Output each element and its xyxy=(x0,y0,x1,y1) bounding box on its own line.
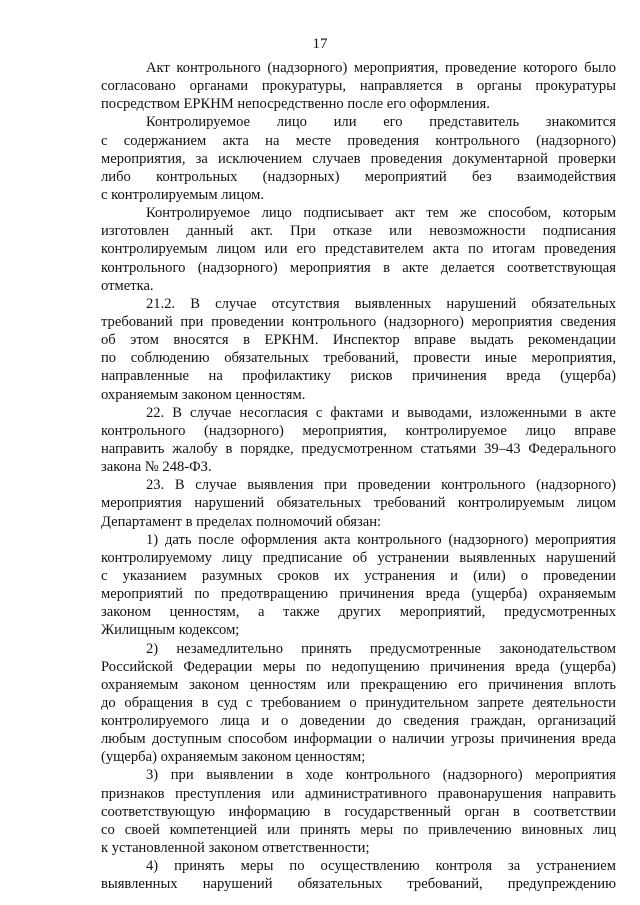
text-line: Департамент в пределах полномочий обязан: xyxy=(101,513,382,530)
text-line: (ущерба) охраняемым законом ценностям; xyxy=(101,749,366,766)
paragraph-p7 xyxy=(101,531,616,640)
text-line: Жилищным кодексом; xyxy=(101,622,240,639)
text-line: с контролируемым лицом. xyxy=(101,186,265,203)
text-line: 2) незамедлительно принять предусмотренные законодательством xyxy=(146,640,616,657)
text-line: с указанием разумных сроков их устранения и (или) о проведении xyxy=(101,567,616,584)
paragraph-p1 xyxy=(101,59,616,113)
text-line: контрольного (надзорного) мероприятия, контролируемое лицо вправе xyxy=(101,422,616,439)
text-line: 23. В случае выявления при проведении контрольного (надзорного) xyxy=(146,477,616,494)
page-number: 17 xyxy=(312,36,328,52)
text-line: посредством ЕРКНМ непосредственно после его оформления. xyxy=(101,96,490,113)
text-line: выявленных нарушений обязательных требований, предупреждению xyxy=(101,876,616,893)
text-line: 22. В случае несогласия с фактами и выводами, изложенными в акте xyxy=(146,404,616,421)
text-line: охраняемым законом ценностям. xyxy=(101,386,306,403)
text-line: закона № 248-ФЗ. xyxy=(101,459,212,476)
text-line: 1) дать после оформления акта контрольного (надзорного) мероприятия xyxy=(146,531,616,548)
text-line: 21.2. В случае отсутствия выявленных нарушений обязательных xyxy=(146,295,616,312)
text-line: отметка. xyxy=(101,277,154,294)
text-line: 3) при выявлении в ходе контрольного (надзорного) мероприятия xyxy=(146,767,616,784)
text-line: Контролируемое лицо или его представитель знакомится xyxy=(146,114,616,131)
text-line: контролируемому лицу предписание об устранении выявленных нарушений xyxy=(101,549,616,566)
text-line: законом ценностям, а также других мероприятий, предусмотренных xyxy=(101,604,616,621)
text-line: согласовано органами прокуратуры, направляется в органы прокуратуры xyxy=(101,78,616,95)
paragraph-p4 xyxy=(101,295,616,404)
text-line: 4) принять меры по осуществлению контроля за устранением xyxy=(146,858,616,875)
text-line: по соблюдению обязательных требований, провести иные мероприятия, xyxy=(101,350,616,367)
text-line: Контролируемое лицо подписывает акт тем же способом, которым xyxy=(146,205,616,222)
paragraph-p8 xyxy=(101,640,616,767)
text-line: мероприятия нарушений обязательных требований контролируемым лицом xyxy=(101,495,616,512)
text-line: контролируемым лицом или его представителем акта по итогам проведения xyxy=(101,241,616,258)
paragraph-p2 xyxy=(101,113,616,204)
text-line: об этом вносятся в ЕРКНМ. Инспектор вправе выдать рекомендации xyxy=(101,332,616,349)
text-line: любым доступным способом информации о наличии угрозы причинения вреда xyxy=(101,731,616,748)
text-line: контрольного (надзорного) мероприятия в акте делается соответствующая xyxy=(101,259,616,276)
paragraph-p3 xyxy=(101,204,616,295)
text-line: охраняемым законом ценностям или прекращению его причинения вплоть xyxy=(101,676,616,693)
text-line: с содержанием акта на месте проведения контрольного (надзорного) xyxy=(101,132,616,149)
document-body xyxy=(101,59,616,893)
paragraph-p6 xyxy=(101,476,616,530)
text-line: требований при проведении контрольного (надзорного) мероприятия сведения xyxy=(101,313,616,330)
text-line: соответствующую информацию в государственный орган в соответствии xyxy=(101,803,616,820)
paragraph-p9 xyxy=(101,766,616,857)
text-line: либо контрольных (надзорных) мероприятий без взаимодействия xyxy=(101,168,616,185)
text-line: направить жалобу в порядке, предусмотренном статьями 39–43 Федерального xyxy=(101,440,616,457)
text-line: изготовлен данный акт. При отказе или невозможности подписания xyxy=(101,223,616,240)
text-line: до обращения в суд с требованием о принудительном запрете деятельности xyxy=(101,694,616,711)
text-line: направленные на профилактику рисков причинения вреда (ущерба) xyxy=(101,368,616,385)
text-line: Акт контрольного (надзорного) мероприятия, проведение которого было xyxy=(146,60,616,76)
text-line: мероприятий по предотвращению причинения вреда (ущерба) охраняемым xyxy=(101,586,616,603)
paragraph-p10 xyxy=(101,857,616,893)
text-line: к установленной законом ответственности; xyxy=(101,840,370,857)
paragraph-p5 xyxy=(101,404,616,477)
text-line: контролируемого лица и о доведении до сведения граждан, организаций xyxy=(101,713,616,730)
text-line: со своей компетенцией или принять меры по привлечению виновных лиц xyxy=(101,821,616,838)
text-line: признаков преступления или административного правонарушения направить xyxy=(101,785,616,802)
text-line: Российской Федерации меры по недопущению причинения вреда (ущерба) xyxy=(101,658,616,675)
text-line: мероприятия, за исключением случаев проведения документарной проверки xyxy=(101,150,616,167)
